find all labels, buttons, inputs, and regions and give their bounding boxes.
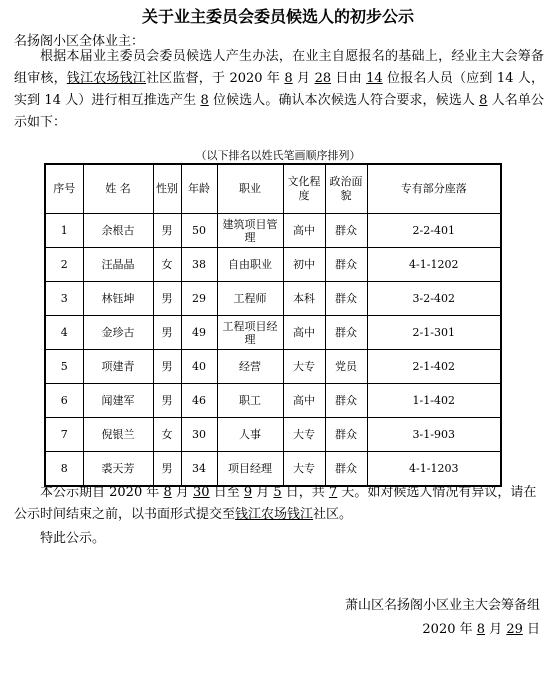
table-row: [45, 248, 501, 282]
cell-index: 7: [45, 418, 83, 452]
cell-index: 3: [45, 282, 83, 316]
cell-index: 4: [45, 316, 83, 350]
greeting: 名扬阁小区全体业主：: [14, 34, 145, 49]
cell-unit: 2-2-401: [367, 214, 501, 248]
cell-age: 40: [181, 350, 217, 384]
intro-paragraph: [14, 46, 544, 134]
cell-name: 闻建军: [83, 384, 153, 418]
cell-occupation: 人事: [217, 418, 283, 452]
cell-index: 5: [45, 350, 83, 384]
cell-gender: 男: [153, 384, 181, 418]
header-age: 年龄: [181, 164, 217, 214]
header-unit: 专有部分座落: [367, 164, 501, 214]
signature: 萧山区名扬阁小区业主大会筹备组: [344, 598, 540, 613]
table-row: [45, 452, 501, 487]
cell-occupation: 工程师: [217, 282, 283, 316]
cell-unit: 4-1-1203: [367, 452, 501, 487]
cell-gender: 男: [153, 282, 181, 316]
cell-education: 大专: [283, 452, 325, 487]
closing-line: 特此公示。: [40, 531, 106, 546]
cell-name: 余根古: [83, 214, 153, 248]
date-year: 2020 年: [422, 622, 477, 637]
cell-political: 群众: [325, 384, 367, 418]
cell-age: 50: [181, 214, 217, 248]
meeting-day: 28: [314, 71, 332, 86]
cell-gender: 男: [153, 316, 181, 350]
cell-occupation: 项目经理: [217, 452, 283, 487]
intro-text-4: 日由: [331, 71, 367, 86]
intro-text-1: 根据本届业主委员会委员候选人产生办法，在业主自愿报名的基础上，经业主大会筹备组审核，: [14, 49, 544, 86]
notice-text-6: 天。如对候选人情况有异议，请在公示时间结束之前，以书面形式提交至: [14, 485, 537, 522]
intro-text-6: 位候选人。确认本次候选人符合要求，候选人: [208, 93, 480, 108]
notice-text-1: 本公示期自 2020 年: [40, 485, 164, 500]
cell-unit: 3-1-903: [367, 418, 501, 452]
end-day: 5: [273, 485, 282, 500]
notice-paragraph: [14, 482, 544, 526]
cell-education: 大专: [283, 350, 325, 384]
candidate-count: 8: [479, 93, 488, 108]
cell-political: 群众: [325, 248, 367, 282]
table-caption: （以下排名以姓氏笔画顺序排列）: [195, 149, 361, 162]
cell-name: 林钰坤: [83, 282, 153, 316]
cell-gender: 男: [153, 214, 181, 248]
intro-text-2: 社区监督，于 2020 年: [145, 71, 285, 86]
header-occupation: 职业: [217, 164, 283, 214]
end-month: 9: [243, 485, 253, 500]
cell-education: 本科: [283, 282, 325, 316]
notice-text-3: 日至: [209, 485, 244, 500]
cell-unit: 1-1-402: [367, 384, 501, 418]
produced-count: 8: [200, 93, 209, 108]
table-row: [45, 418, 501, 452]
cell-political: 群众: [325, 282, 367, 316]
header-political: 政治面貌: [325, 164, 367, 214]
notice-text-5: 日，共: [281, 485, 329, 500]
applicant-count: 14: [366, 71, 383, 86]
duration-days: 7: [328, 485, 338, 500]
cell-name: 倪银兰: [83, 418, 153, 452]
cell-age: 29: [181, 282, 217, 316]
cell-gender: 女: [153, 418, 181, 452]
notice-text-7: 社区。: [313, 507, 353, 522]
date-end: 日: [522, 622, 540, 637]
cell-occupation: 职工: [217, 384, 283, 418]
candidate-table: [44, 163, 502, 487]
cell-gender: 男: [153, 350, 181, 384]
cell-age: 30: [181, 418, 217, 452]
notice-text-4: 月: [252, 485, 274, 500]
cell-political: 群众: [325, 418, 367, 452]
cell-political: 群众: [325, 316, 367, 350]
cell-unit: 2-1-301: [367, 316, 501, 350]
cell-name: 汪晶晶: [83, 248, 153, 282]
cell-political: 党员: [325, 350, 367, 384]
cell-political: 群众: [325, 214, 367, 248]
cell-name: 金珍古: [83, 316, 153, 350]
cell-index: 8: [45, 452, 83, 487]
table-row: [45, 384, 501, 418]
start-day: 30: [193, 485, 210, 500]
cell-age: 38: [181, 248, 217, 282]
notice-date: [422, 618, 540, 637]
cell-political: 群众: [325, 452, 367, 487]
cell-unit: 3-2-402: [367, 282, 501, 316]
header-education: 文化程度: [283, 164, 325, 214]
cell-education: 初中: [283, 248, 325, 282]
start-month: 8: [163, 485, 172, 500]
header-gender: 性别: [153, 164, 181, 214]
header-name: 姓 名: [83, 164, 153, 214]
date-day: 29: [506, 622, 523, 637]
cell-unit: 4-1-1202: [367, 248, 501, 282]
cell-education: 高中: [283, 316, 325, 350]
meeting-month: 8: [284, 71, 293, 86]
cell-occupation: 建筑项目管理: [217, 214, 283, 248]
table-row: [45, 316, 501, 350]
date-mid: 月: [485, 622, 507, 637]
notice-community: 钱江农场钱江: [235, 507, 314, 522]
table-row: [45, 214, 501, 248]
cell-education: 高中: [283, 214, 325, 248]
intro-text-7: 人名单公示如下：: [14, 93, 544, 130]
cell-age: 34: [181, 452, 217, 487]
cell-name: 裘天芳: [83, 452, 153, 487]
intro-text-3: 月: [292, 71, 315, 86]
date-month: 8: [476, 622, 486, 637]
table-row: [45, 350, 501, 384]
cell-occupation: 经营: [217, 350, 283, 384]
notice-text-2: 月: [171, 485, 194, 500]
cell-age: 49: [181, 316, 217, 350]
community-name: 钱江农场钱江: [66, 71, 146, 86]
cell-index: 1: [45, 214, 83, 248]
table-header-row: [45, 164, 501, 214]
cell-gender: 男: [153, 452, 181, 487]
cell-education: 高中: [283, 384, 325, 418]
cell-index: 2: [45, 248, 83, 282]
cell-unit: 2-1-402: [367, 350, 501, 384]
document-title: 关于业主委员会委员候选人的初步公示: [141, 7, 414, 26]
intro-text-5: 位报名人员（应到 14 人，实到 14 人）进行相互推选产生: [14, 71, 544, 108]
cell-gender: 女: [153, 248, 181, 282]
cell-occupation: 自由职业: [217, 248, 283, 282]
cell-occupation: 工程项目经理: [217, 316, 283, 350]
cell-index: 6: [45, 384, 83, 418]
cell-age: 46: [181, 384, 217, 418]
table-row: [45, 282, 501, 316]
cell-name: 项建青: [83, 350, 153, 384]
header-index: 序号: [45, 164, 83, 214]
cell-education: 大专: [283, 418, 325, 452]
